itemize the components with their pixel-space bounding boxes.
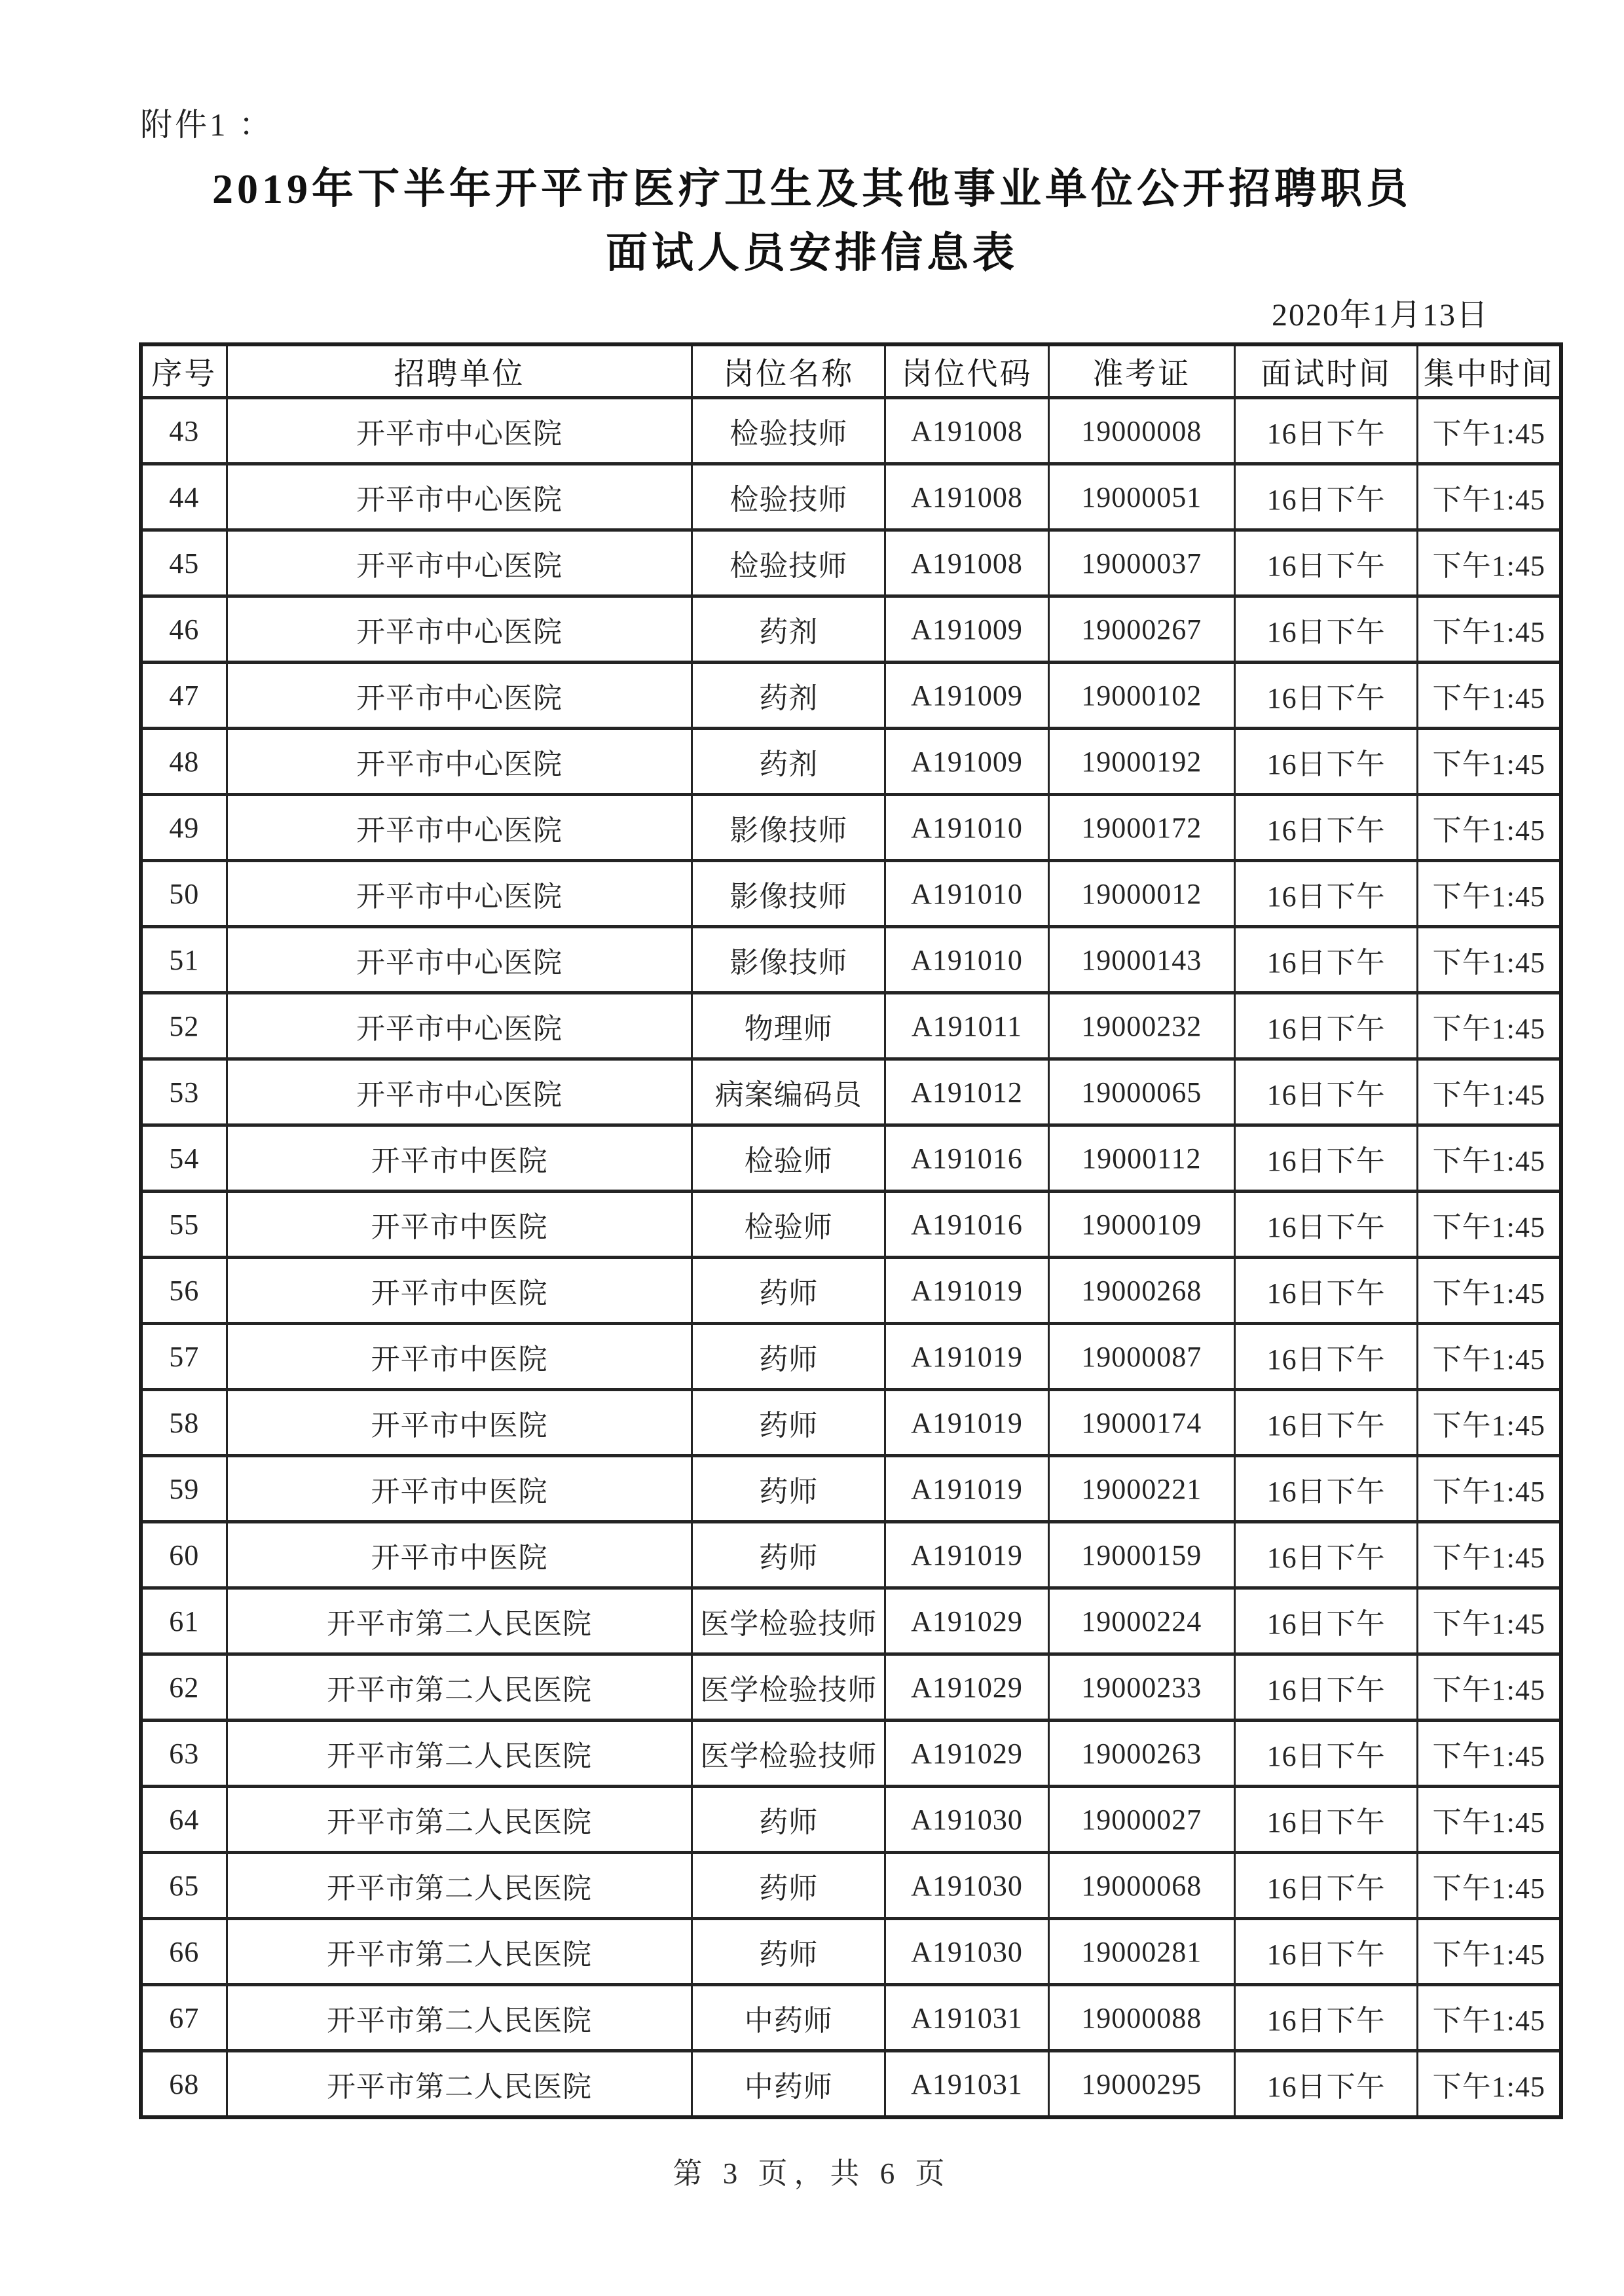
cell-assembly-time: 下午1:45 (1418, 1588, 1561, 1654)
cell-interview-time: 16日下午 (1234, 1721, 1418, 1787)
cell-ticket: 19000267 (1048, 596, 1234, 663)
cell-assembly-time: 下午1:45 (1418, 596, 1561, 663)
cell-unit: 开平市第二人民医院 (227, 1654, 692, 1721)
cell-unit: 开平市第二人民医院 (227, 1721, 692, 1787)
header-cell-unit: 招聘单位 (227, 344, 692, 398)
cell-interview-time: 16日下午 (1234, 1853, 1418, 1919)
cell-unit: 开平市中医院 (227, 1522, 692, 1588)
cell-position: 检验技师 (692, 464, 885, 530)
cell-unit: 开平市中心医院 (227, 729, 692, 795)
cell-position: 中药师 (692, 2051, 885, 2118)
cell-unit: 开平市中心医院 (227, 663, 692, 729)
cell-ticket: 19000295 (1048, 2051, 1234, 2118)
cell-position: 药师 (692, 1919, 885, 1985)
cell-assembly-time: 下午1:45 (1418, 1654, 1561, 1721)
cell-index: 59 (141, 1456, 227, 1522)
cell-code: A191030 (885, 1919, 1049, 1985)
cell-interview-time: 16日下午 (1234, 398, 1418, 464)
cell-interview-time: 16日下午 (1234, 1192, 1418, 1258)
cell-position: 物理师 (692, 993, 885, 1059)
table-row (141, 795, 1561, 861)
cell-interview-time: 16日下午 (1234, 464, 1418, 530)
cell-unit: 开平市中心医院 (227, 398, 692, 464)
cell-unit: 开平市中医院 (227, 1125, 692, 1192)
cell-position: 药师 (692, 1390, 885, 1456)
cell-assembly-time: 下午1:45 (1418, 1125, 1561, 1192)
cell-index: 43 (141, 398, 227, 464)
cell-position: 药师 (692, 1456, 885, 1522)
cell-code: A191016 (885, 1125, 1049, 1192)
cell-index: 51 (141, 927, 227, 993)
cell-ticket: 19000281 (1048, 1919, 1234, 1985)
cell-code: A191019 (885, 1324, 1049, 1390)
cell-code: A191029 (885, 1721, 1049, 1787)
cell-index: 65 (141, 1853, 227, 1919)
cell-code: A191029 (885, 1588, 1049, 1654)
cell-interview-time: 16日下午 (1234, 795, 1418, 861)
cell-code: A191009 (885, 663, 1049, 729)
cell-assembly-time: 下午1:45 (1418, 1258, 1561, 1324)
cell-unit: 开平市第二人民医院 (227, 1919, 692, 1985)
table-row (141, 1853, 1561, 1919)
cell-assembly-time: 下午1:45 (1418, 861, 1561, 927)
cell-code: A191019 (885, 1390, 1049, 1456)
cell-assembly-time: 下午1:45 (1418, 1192, 1561, 1258)
table-row (141, 596, 1561, 663)
cell-ticket: 19000224 (1048, 1588, 1234, 1654)
cell-ticket: 19000263 (1048, 1721, 1234, 1787)
cell-position: 药师 (692, 1522, 885, 1588)
cell-position: 药师 (692, 1853, 885, 1919)
cell-interview-time: 16日下午 (1234, 1654, 1418, 1721)
cell-interview-time: 16日下午 (1234, 1258, 1418, 1324)
table-row (141, 1456, 1561, 1522)
table-row (141, 993, 1561, 1059)
document-title (0, 157, 1624, 285)
cell-unit: 开平市中医院 (227, 1456, 692, 1522)
cell-assembly-time: 下午1:45 (1418, 1390, 1561, 1456)
cell-unit: 开平市中医院 (227, 1192, 692, 1258)
table-body (141, 398, 1561, 2118)
table-row (141, 663, 1561, 729)
cell-ticket: 19000159 (1048, 1522, 1234, 1588)
cell-position: 药剂 (692, 663, 885, 729)
cell-position: 药剂 (692, 596, 885, 663)
cell-index: 60 (141, 1522, 227, 1588)
cell-assembly-time: 下午1:45 (1418, 1985, 1561, 2051)
cell-interview-time: 16日下午 (1234, 1588, 1418, 1654)
table-row (141, 1654, 1561, 1721)
cell-interview-time: 16日下午 (1234, 663, 1418, 729)
cell-assembly-time: 下午1:45 (1418, 927, 1561, 993)
table-row (141, 398, 1561, 464)
cell-assembly-time: 下午1:45 (1418, 729, 1561, 795)
attachment-label: 附件1 ： (140, 107, 274, 143)
cell-code: A191019 (885, 1522, 1049, 1588)
cell-code: A191008 (885, 398, 1049, 464)
cell-assembly-time: 下午1:45 (1418, 1787, 1561, 1853)
cell-code: A191031 (885, 1985, 1049, 2051)
table-row (141, 1787, 1561, 1853)
cell-assembly-time: 下午1:45 (1418, 530, 1561, 596)
cell-code: A191030 (885, 1853, 1049, 1919)
cell-ticket: 19000087 (1048, 1324, 1234, 1390)
cell-unit: 开平市中心医院 (227, 861, 692, 927)
cell-code: A191008 (885, 530, 1049, 596)
cell-ticket: 19000102 (1048, 663, 1234, 729)
cell-code: A191011 (885, 993, 1049, 1059)
cell-unit: 开平市中心医院 (227, 1059, 692, 1125)
table-row (141, 1125, 1561, 1192)
cell-index: 57 (141, 1324, 227, 1390)
cell-ticket: 19000112 (1048, 1125, 1234, 1192)
cell-interview-time: 16日下午 (1234, 1456, 1418, 1522)
cell-position: 医学检验技师 (692, 1654, 885, 1721)
cell-index: 56 (141, 1258, 227, 1324)
page-footer: 第 3 页，共 6 页 (673, 2157, 951, 2190)
cell-assembly-time: 下午1:45 (1418, 1059, 1561, 1125)
cell-index: 54 (141, 1125, 227, 1192)
cell-interview-time: 16日下午 (1234, 861, 1418, 927)
cell-interview-time: 16日下午 (1234, 1985, 1418, 2051)
header-cell-position: 岗位名称 (692, 344, 885, 398)
cell-position: 医学检验技师 (692, 1721, 885, 1787)
cell-interview-time: 16日下午 (1234, 1125, 1418, 1192)
cell-ticket: 19000088 (1048, 1985, 1234, 2051)
table-row (141, 1059, 1561, 1125)
table-row (141, 1985, 1561, 2051)
cell-position: 中药师 (692, 1985, 885, 2051)
cell-interview-time: 16日下午 (1234, 927, 1418, 993)
cell-ticket: 19000068 (1048, 1853, 1234, 1919)
cell-interview-time: 16日下午 (1234, 1324, 1418, 1390)
header-cell-interview-time: 面试时间 (1234, 344, 1418, 398)
cell-code: A191019 (885, 1456, 1049, 1522)
cell-unit: 开平市中心医院 (227, 464, 692, 530)
cell-interview-time: 16日下午 (1234, 596, 1418, 663)
cell-position: 影像技师 (692, 927, 885, 993)
cell-unit: 开平市中心医院 (227, 530, 692, 596)
cell-ticket: 19000192 (1048, 729, 1234, 795)
table-row (141, 1522, 1561, 1588)
document-date: 2020年1月13日 (1271, 298, 1489, 333)
cell-assembly-time: 下午1:45 (1418, 1456, 1561, 1522)
cell-assembly-time: 下午1:45 (1418, 1324, 1561, 1390)
cell-index: 52 (141, 993, 227, 1059)
cell-ticket: 19000037 (1048, 530, 1234, 596)
cell-index: 45 (141, 530, 227, 596)
cell-unit: 开平市第二人民医院 (227, 2051, 692, 2118)
cell-interview-time: 16日下午 (1234, 1390, 1418, 1456)
cell-unit: 开平市第二人民医院 (227, 1985, 692, 2051)
cell-position: 药师 (692, 1324, 885, 1390)
cell-index: 63 (141, 1721, 227, 1787)
table-row (141, 2051, 1561, 2118)
cell-position: 检验技师 (692, 530, 885, 596)
cell-assembly-time: 下午1:45 (1418, 1522, 1561, 1588)
cell-unit: 开平市第二人民医院 (227, 1588, 692, 1654)
cell-position: 医学检验技师 (692, 1588, 885, 1654)
cell-assembly-time: 下午1:45 (1418, 663, 1561, 729)
cell-position: 影像技师 (692, 795, 885, 861)
table-row (141, 464, 1561, 530)
cell-unit: 开平市第二人民医院 (227, 1853, 692, 1919)
cell-index: 53 (141, 1059, 227, 1125)
cell-ticket: 19000268 (1048, 1258, 1234, 1324)
cell-position: 药师 (692, 1258, 885, 1324)
cell-ticket: 19000233 (1048, 1654, 1234, 1721)
cell-unit: 开平市中心医院 (227, 927, 692, 993)
cell-unit: 开平市中医院 (227, 1324, 692, 1390)
cell-ticket: 19000065 (1048, 1059, 1234, 1125)
cell-index: 68 (141, 2051, 227, 2118)
cell-index: 64 (141, 1787, 227, 1853)
cell-position: 检验师 (692, 1192, 885, 1258)
cell-position: 影像技师 (692, 861, 885, 927)
cell-index: 48 (141, 729, 227, 795)
cell-code: A191010 (885, 927, 1049, 993)
cell-index: 55 (141, 1192, 227, 1258)
cell-interview-time: 16日下午 (1234, 2051, 1418, 2118)
cell-ticket: 19000143 (1048, 927, 1234, 993)
cell-assembly-time: 下午1:45 (1418, 795, 1561, 861)
cell-ticket: 19000008 (1048, 398, 1234, 464)
cell-code: A191012 (885, 1059, 1049, 1125)
header-cell-code: 岗位代码 (885, 344, 1049, 398)
cell-index: 44 (141, 464, 227, 530)
cell-interview-time: 16日下午 (1234, 1787, 1418, 1853)
cell-code: A191016 (885, 1192, 1049, 1258)
header-cell-ticket: 准考证 (1048, 344, 1234, 398)
table-row (141, 927, 1561, 993)
table-header-row (141, 344, 1561, 398)
cell-ticket: 19000232 (1048, 993, 1234, 1059)
cell-code: A191008 (885, 464, 1049, 530)
table-row (141, 1192, 1561, 1258)
cell-index: 50 (141, 861, 227, 927)
cell-ticket: 19000174 (1048, 1390, 1234, 1456)
cell-assembly-time: 下午1:45 (1418, 993, 1561, 1059)
cell-ticket: 19000109 (1048, 1192, 1234, 1258)
cell-unit: 开平市中医院 (227, 1390, 692, 1456)
cell-position: 药师 (692, 1787, 885, 1853)
table-row (141, 1390, 1561, 1456)
cell-assembly-time: 下午1:45 (1418, 464, 1561, 530)
cell-interview-time: 16日下午 (1234, 1522, 1418, 1588)
table-row (141, 729, 1561, 795)
table-row (141, 1919, 1561, 1985)
cell-unit: 开平市中医院 (227, 1258, 692, 1324)
cell-unit: 开平市中心医院 (227, 596, 692, 663)
cell-code: A191010 (885, 795, 1049, 861)
cell-index: 47 (141, 663, 227, 729)
document-title-line2: 面试人员安排信息表 (606, 230, 1018, 276)
cell-position: 检验技师 (692, 398, 885, 464)
cell-unit: 开平市中心医院 (227, 993, 692, 1059)
cell-index: 49 (141, 795, 227, 861)
table-row (141, 530, 1561, 596)
cell-index: 67 (141, 1985, 227, 2051)
table-row (141, 861, 1561, 927)
table-row (141, 1258, 1561, 1324)
cell-assembly-time: 下午1:45 (1418, 1853, 1561, 1919)
table-row (141, 1721, 1561, 1787)
cell-position: 病案编码员 (692, 1059, 885, 1125)
cell-assembly-time: 下午1:45 (1418, 1919, 1561, 1985)
cell-position: 药剂 (692, 729, 885, 795)
document-title-line1: 2019年下半年开平市医疗卫生及其他事业单位公开招聘职员 (212, 166, 1412, 212)
table-row (141, 1324, 1561, 1390)
cell-ticket: 19000051 (1048, 464, 1234, 530)
cell-interview-time: 16日下午 (1234, 729, 1418, 795)
cell-ticket: 19000221 (1048, 1456, 1234, 1522)
cell-code: A191029 (885, 1654, 1049, 1721)
cell-ticket: 19000172 (1048, 795, 1234, 861)
table-row (141, 1588, 1561, 1654)
cell-unit: 开平市中心医院 (227, 795, 692, 861)
cell-unit: 开平市第二人民医院 (227, 1787, 692, 1853)
header-cell-index: 序号 (141, 344, 227, 398)
header-cell-assembly-time: 集中时间 (1418, 344, 1561, 398)
cell-index: 62 (141, 1654, 227, 1721)
cell-index: 46 (141, 596, 227, 663)
cell-position: 检验师 (692, 1125, 885, 1192)
cell-code: A191010 (885, 861, 1049, 927)
cell-assembly-time: 下午1:45 (1418, 1721, 1561, 1787)
cell-index: 58 (141, 1390, 227, 1456)
cell-interview-time: 16日下午 (1234, 1059, 1418, 1125)
cell-code: A191019 (885, 1258, 1049, 1324)
cell-assembly-time: 下午1:45 (1418, 2051, 1561, 2118)
cell-code: A191031 (885, 2051, 1049, 2118)
cell-code: A191030 (885, 1787, 1049, 1853)
schedule-table (139, 342, 1563, 2119)
cell-index: 61 (141, 1588, 227, 1654)
cell-assembly-time: 下午1:45 (1418, 398, 1561, 464)
cell-interview-time: 16日下午 (1234, 1919, 1418, 1985)
cell-interview-time: 16日下午 (1234, 530, 1418, 596)
cell-index: 66 (141, 1919, 227, 1985)
cell-ticket: 19000012 (1048, 861, 1234, 927)
cell-code: A191009 (885, 729, 1049, 795)
cell-code: A191009 (885, 596, 1049, 663)
cell-interview-time: 16日下午 (1234, 993, 1418, 1059)
cell-ticket: 19000027 (1048, 1787, 1234, 1853)
